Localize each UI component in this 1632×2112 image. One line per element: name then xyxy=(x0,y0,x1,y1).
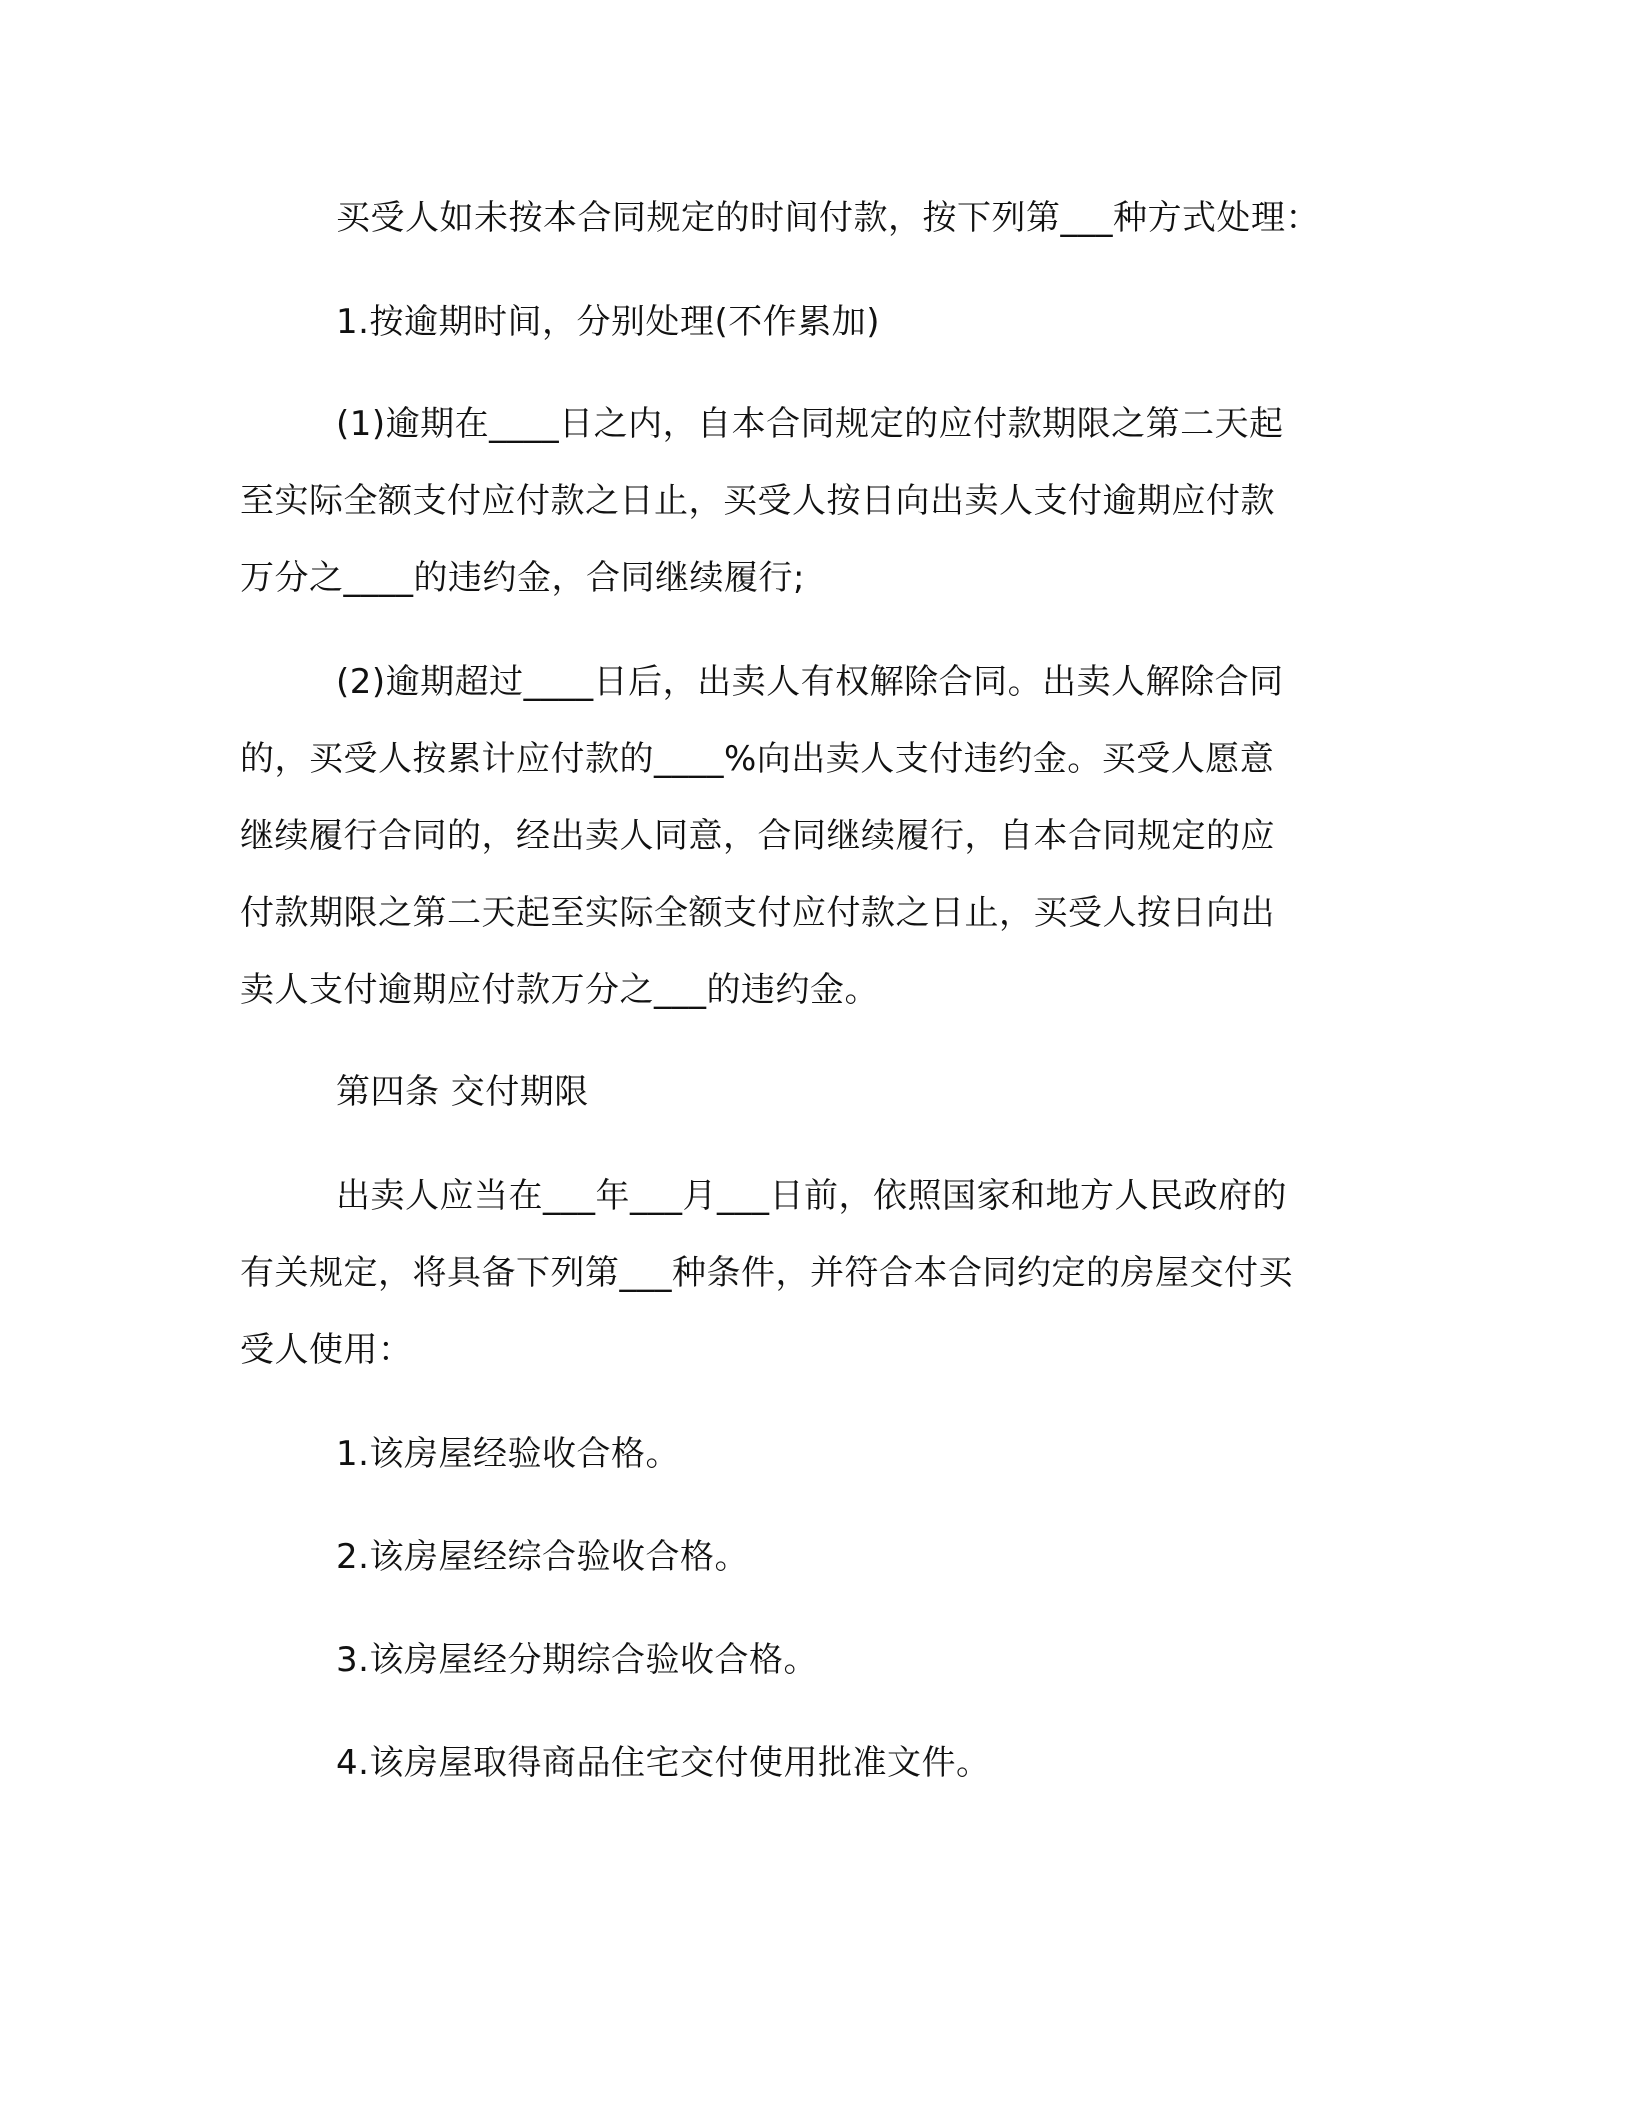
item-1-2-line-4: 付款期限之第二天起至实际全额支付应付款之日止，买受人按日向出 xyxy=(240,893,1275,933)
condition-1: 1.该房屋经验收合格。 xyxy=(336,1434,680,1474)
condition-4: 4.该房屋取得商品住宅交付使用批准文件。 xyxy=(336,1743,991,1783)
article-4-heading: 第四条 交付期限 xyxy=(336,1072,589,1112)
item-1-2-line-3: 继续履行合同的，经出卖人同意，合同继续履行，自本合同规定的应 xyxy=(240,816,1275,856)
delivery-clause-line-2: 有关规定，将具备下列第___种条件，并符合本合同约定的房屋交付买 xyxy=(240,1253,1293,1293)
item-1-2-line-5: 卖人支付逾期应付款万分之___的违约金。 xyxy=(240,970,879,1010)
condition-2: 2.该房屋经综合验收合格。 xyxy=(336,1537,749,1577)
condition-3: 3.该房屋经分期综合验收合格。 xyxy=(336,1640,818,1680)
delivery-clause-line-3: 受人使用： xyxy=(240,1330,413,1370)
item-1-1-line-3: 万分之____的违约金，合同继续履行; xyxy=(240,558,805,598)
item-1-1-line-1: (1)逾期在____日之内，自本合同规定的应付款期限之第二天起 xyxy=(336,404,1284,444)
delivery-clause-line-1: 出卖人应当在___年___月___日前，依照国家和地方人民政府的 xyxy=(336,1176,1287,1216)
item-1-1-line-2: 至实际全额支付应付款之日止，买受人按日向出卖人支付逾期应付款 xyxy=(240,481,1275,521)
item-1-2-line-2: 的，买受人按累计应付款的____%向出卖人支付违约金。买受人愿意 xyxy=(240,739,1275,779)
payment-default-clause: 买受人如未按本合同规定的时间付款，按下列第___种方式处理： xyxy=(336,198,1320,238)
item-1-2-line-1: (2)逾期超过____日后，出卖人有权解除合同。出卖人解除合同 xyxy=(336,662,1284,702)
item-1-heading: 1.按逾期时间，分别处理(不作累加) xyxy=(336,302,880,342)
